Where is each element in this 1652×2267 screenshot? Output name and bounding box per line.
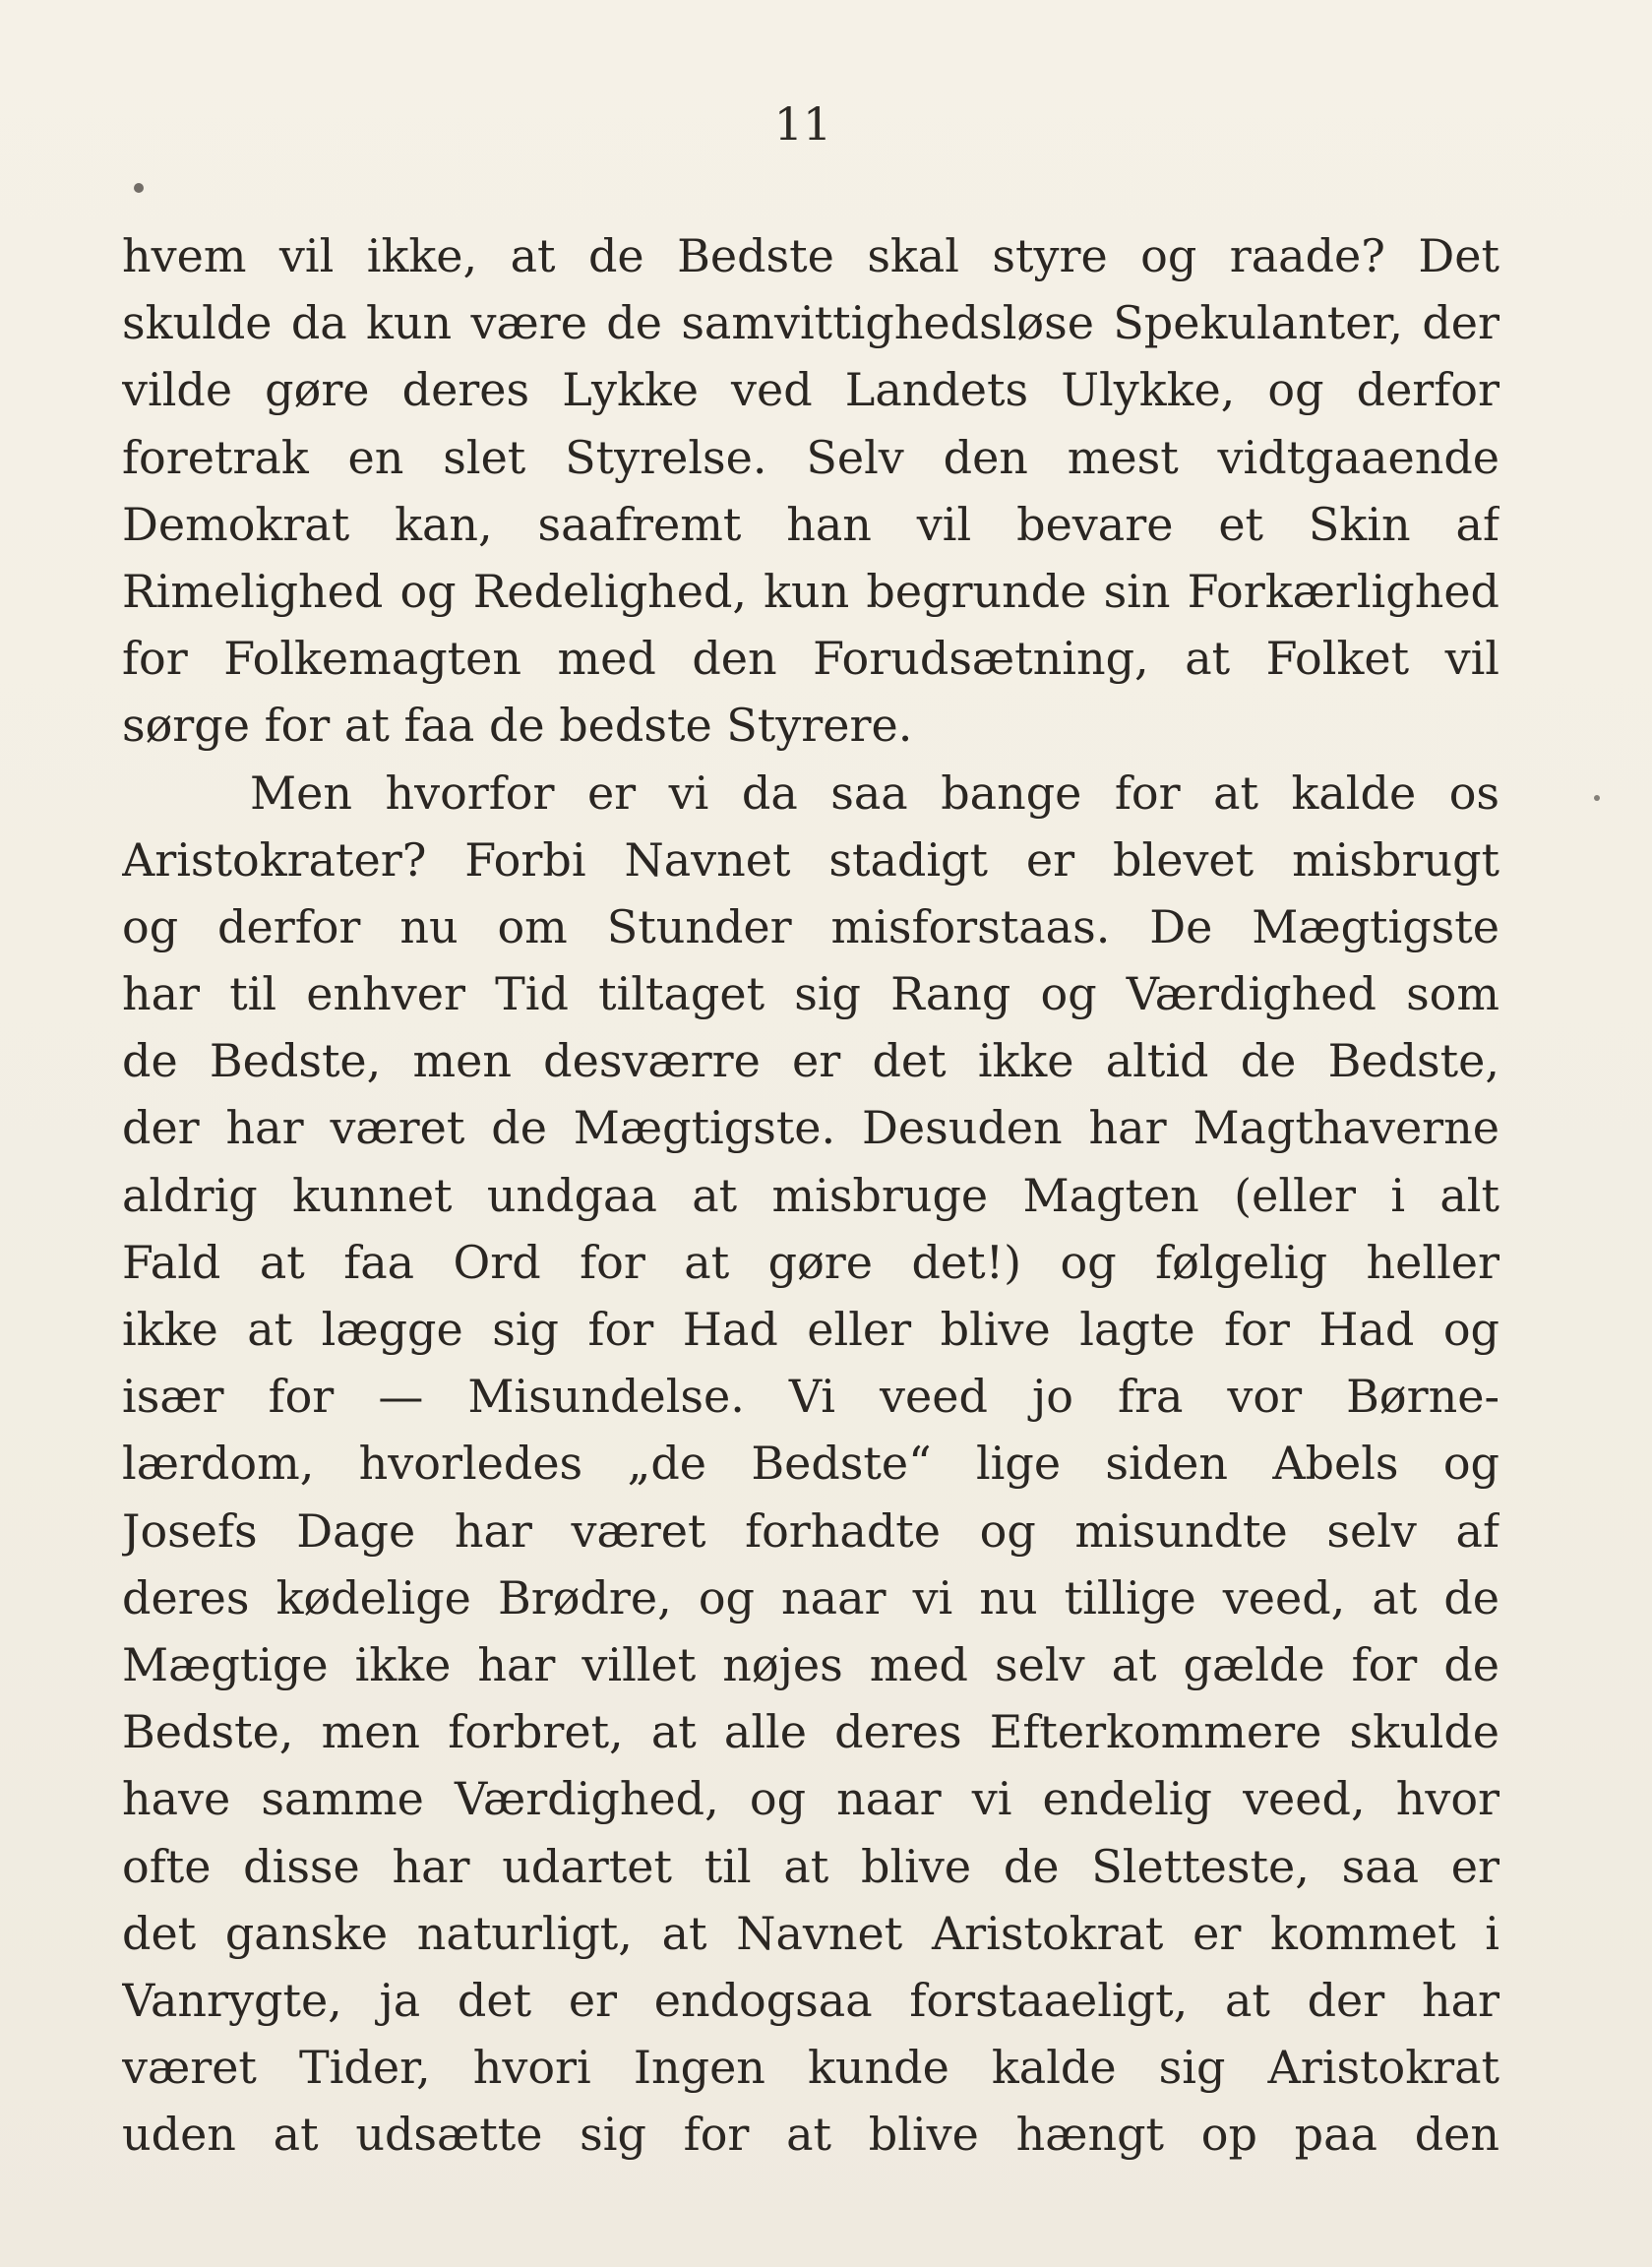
body-text [122, 222, 1499, 2168]
text-line: Demokrat kan, saafremt han vil bevare et Skin af [122, 497, 1499, 551]
text-line: Rimelighed og Redelighed, kun begrunde sin Forkærlighed [122, 564, 1499, 618]
text-line: der har været de Mægtigste. Desuden har Magthaverne [122, 1101, 1499, 1155]
ink-speck [1594, 795, 1600, 801]
text-line: Fald at faa Ord for at gøre det!) og følgelig heller [122, 1235, 1499, 1289]
text-line: Bedste, men forbret, at alle deres Efterkommere skulde [122, 1705, 1499, 1759]
page-number: 11 [773, 97, 832, 151]
text-line: foretrak en slet Styrelse. Selv den mest vidtgaaende [122, 430, 1499, 484]
text-line: det ganske naturligt, at Navnet Aristokrat er kommet i [122, 1906, 1499, 1960]
text-line: skulde da kun være de samvittighedsløse Spekulanter, der [122, 296, 1499, 350]
text-line: sørge for at faa de bedste Styrere. [122, 699, 913, 753]
text-line: have samme Værdighed, og naar vi endelig veed, hvor [122, 1772, 1499, 1826]
text-line: Josefs Dage har været forhadte og misundte selv af [122, 1503, 1499, 1558]
text-line: lærdom, hvorledes „de Bedste“ lige siden Abels og [122, 1437, 1499, 1491]
text-line: de Bedste, men desværre er det ikke altid de Bedste, [122, 1034, 1499, 1088]
text-line: Mægtige ikke har villet nøjes med selv at gælde for de [122, 1637, 1499, 1691]
text-line: vilde gøre deres Lykke ved Landets Ulykke, og derfor [122, 363, 1499, 417]
text-line: deres kødelige Brødre, og naar vi nu tillige veed, at de [122, 1570, 1499, 1624]
text-line: Vanrygte, ja det er endogsaa forstaaeligt, at der har [122, 1973, 1499, 2027]
paragraph-start-line: Men hvorfor er vi da saa bange for at kalde os [250, 766, 1499, 820]
text-line: uden at udsætte sig for at blive hængt op paa den [122, 2108, 1499, 2162]
text-line: især for — Misundelse. Vi veed jo fra vor Børne- [122, 1370, 1499, 1424]
text-line: for Folkemagten med den Forudsætning, at Folket vil [122, 632, 1499, 686]
text-line: ofte disse har udartet til at blive de Sletteste, saa er [122, 1839, 1499, 1893]
ink-speck [134, 183, 144, 193]
text-line: ikke at lægge sig for Had eller blive lagte for Had og [122, 1303, 1499, 1356]
text-line: har til enhver Tid tiltaget sig Rang og Værdighed som [122, 967, 1499, 1021]
text-line: og derfor nu om Stunder misforstaas. De Mægtigste [122, 899, 1499, 953]
text-line: aldrig kunnet undgaa at misbruge Magten (eller i alt [122, 1168, 1499, 1222]
text-line: hvem vil ikke, at de Bedste skal styre og raade? Det [122, 229, 1499, 282]
text-line: Aristokrater? Forbi Navnet stadigt er blevet misbrugt [122, 832, 1499, 887]
text-line: været Tider, hvori Ingen kunde kalde sig Aristokrat [122, 2041, 1499, 2095]
